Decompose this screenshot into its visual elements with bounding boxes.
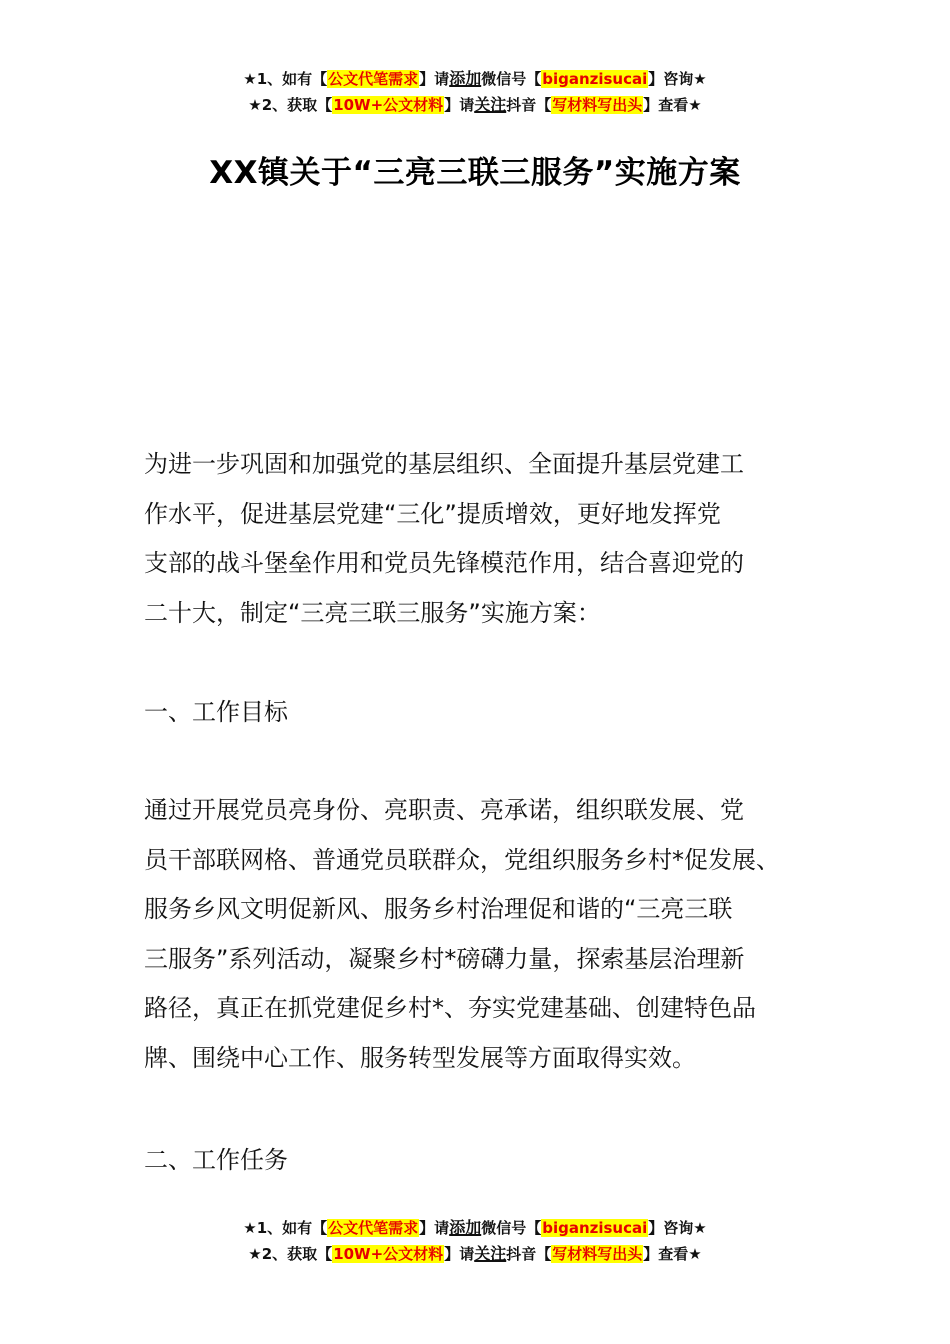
banner-highlight: 公文代笔需求 [328, 1219, 419, 1237]
paragraph-line: 通过开展党员亮身份、亮职责、亮承诺，组织联发展、党 [144, 796, 744, 824]
paragraph-line: 服务乡风文明促新风、服务乡村治理促和谐的“三亮三联 [144, 895, 733, 923]
banner-highlight: 10W+公文材料 [333, 96, 444, 114]
banner-wechat-id: biganzisucai [542, 1219, 648, 1237]
banner-text: 抖音【 [506, 1245, 552, 1263]
banner-text: 】请 [419, 70, 450, 88]
banner-line-1 [0, 66, 950, 92]
header-banner [0, 66, 950, 118]
paragraph-line: 员干部联网格、普通党员联群众，党组织服务乡村*促发展、 [144, 845, 780, 874]
goals-paragraph [144, 786, 809, 1083]
paragraph-line: 路径，真正在抓党建促乡村*、夯实党建基础、创建特色品 [144, 994, 756, 1022]
intro-paragraph [144, 440, 809, 638]
banner-text: ★2、获取【 [248, 96, 333, 114]
banner-text: 微信号【 [481, 70, 542, 88]
banner-text: 】查看★ [643, 1245, 702, 1263]
banner-text: 微信号【 [481, 1219, 542, 1237]
paragraph-line: 二十大，制定“三亮三联三服务”实施方案： [144, 598, 601, 627]
banner-highlight: 10W+公文材料 [333, 1245, 444, 1263]
banner-text: 】查看★ [643, 96, 702, 114]
footer-banner [0, 1215, 950, 1267]
paragraph-line: 三服务”系列活动，凝聚乡村*磅礴力量，探索基层治理新 [144, 944, 745, 973]
banner-douyin-id: 写材料写出头 [552, 1245, 643, 1263]
banner-highlight: 公文代笔需求 [328, 70, 419, 88]
banner-text: 】咨询★ [648, 70, 707, 88]
paragraph-line: 为进一步巩固和加强党的基层组织、全面提升基层党建工 [144, 450, 744, 478]
banner-text: ★1、如有【 [243, 1219, 328, 1237]
banner-wechat-id: biganzisucai [542, 70, 648, 88]
banner-underline: 关注 [474, 1244, 507, 1263]
document-title: XX镇关于“三亮三联三服务”实施方案 [209, 155, 741, 191]
paragraph-line: 作水平，促进基层党建“三化”提质增效，更好地发挥党 [144, 499, 721, 528]
banner-text: 抖音【 [506, 96, 552, 114]
banner-underline: 关注 [474, 95, 507, 114]
banner-text: 】咨询★ [648, 1219, 707, 1237]
section-heading-goals: 一、工作目标 [144, 698, 288, 726]
banner-text: ★1、如有【 [243, 70, 328, 88]
banner-underline: 添加 [449, 69, 482, 88]
banner-text: 】请 [444, 96, 475, 114]
paragraph-line: 支部的战斗堡垒作用和党员先锋模范作用，结合喜迎党的 [144, 549, 744, 577]
banner-douyin-id: 写材料写出头 [552, 96, 643, 114]
section-heading-tasks: 二、工作任务 [144, 1146, 288, 1174]
banner-text: 】请 [444, 1245, 475, 1263]
paragraph-line: 牌、围绕中心工作、服务转型发展等方面取得实效。 [144, 1043, 696, 1072]
banner-underline: 添加 [449, 1218, 482, 1237]
banner-line-1 [0, 1215, 950, 1241]
banner-line-2 [0, 1241, 950, 1267]
banner-text: 】请 [419, 1219, 450, 1237]
banner-line-2 [0, 92, 950, 118]
banner-text: ★2、获取【 [248, 1245, 333, 1263]
